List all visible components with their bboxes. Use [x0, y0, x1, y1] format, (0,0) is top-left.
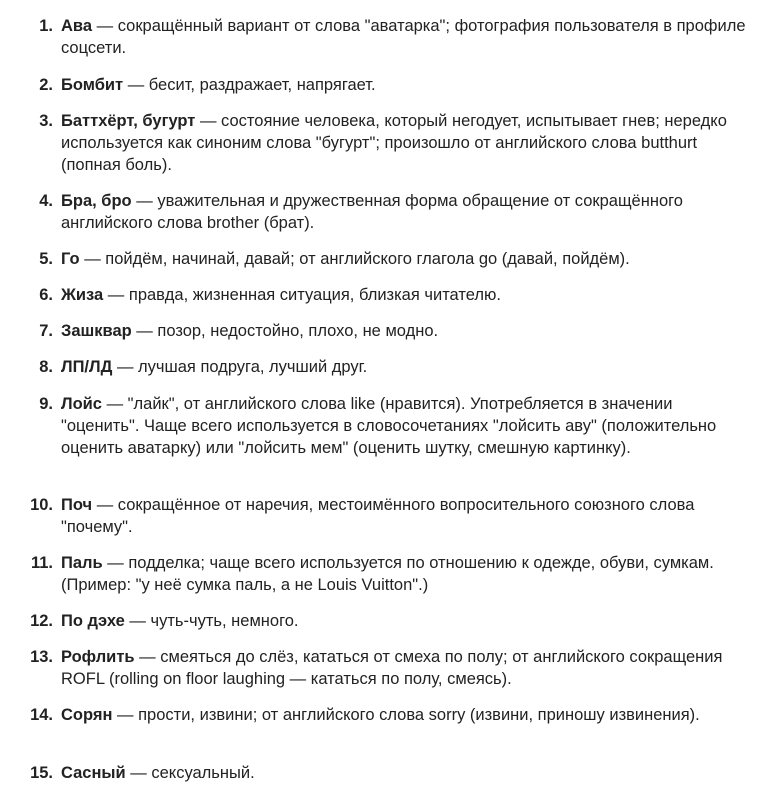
entry-term: Сасный: [61, 764, 131, 782]
entry-body: Зашквар — позор, недостойно, плохо, не модно.: [61, 322, 439, 340]
entry-term: Паль: [61, 554, 103, 572]
entry-number: 12.: [30, 612, 53, 630]
entry-term: Жиза: [61, 286, 104, 304]
entry-definition: сексуальный.: [151, 764, 255, 782]
entry-number: 1.: [39, 17, 53, 35]
entry-term: Лойс: [61, 395, 102, 413]
entry-definition: состояние человека, который негодует, испытывает гнев; нередко используется как синоним слова "бугурт"; произошло от английского слова butthurt (попная боль).: [61, 112, 727, 174]
entry-number: 5.: [39, 250, 53, 268]
entry-body: Бомбит — бесит, раздражает, напрягает.: [61, 76, 376, 94]
entry-number: 6.: [39, 286, 53, 304]
entry-body: Ава — сокращённый вариант от слова "аватарка"; фотография пользователя в профиле соцсети.: [61, 17, 746, 57]
entry-term: Бра, бро: [61, 192, 132, 210]
entry-definition: прости, извини; от английского слова sorry (извини, приношу извинения).: [138, 706, 700, 724]
entry-body: Сасный — сексуальный.: [61, 764, 255, 782]
entry-number: 3.: [39, 112, 53, 130]
entry-number: 7.: [39, 322, 53, 340]
entry-definition: позор, недостойно, плохо, не модно.: [157, 322, 439, 340]
entry-term: Зашквар: [61, 322, 132, 340]
entry-body: Баттхёрт, бугурт — состояние человека, который негодует, испытывает гнев; нередко используется как синоним слова "бугурт"; произошло от английского слова butthurt (попная боль).: [61, 112, 727, 174]
entry-body: По дэхе — чуть-чуть, немного.: [61, 612, 299, 630]
entry-term: Го: [61, 250, 80, 268]
entry-number: 10.: [30, 496, 53, 514]
entry-body: Бра, бро — уважительная и дружественная форма обращение от сокращённого английского слова brother (брат).: [61, 192, 683, 232]
entry-body: Поч — сокращённое от наречия, местоимённого вопросительного союзного слова "почему".: [61, 496, 695, 536]
entry-definition: смеяться до слёз, кататься от смеха по полу; от английского сокращения ROFL (rolling on floor laughing — кататься по полу, смеясь).: [61, 648, 723, 688]
entry-definition: бесит, раздражает, напрягает.: [148, 76, 376, 94]
entry-number: 13.: [30, 648, 53, 666]
entry-body: Жиза — правда, жизненная ситуация, близкая читателю.: [61, 286, 501, 304]
entry-number: 14.: [30, 706, 53, 724]
entry-body: Рофлить — смеяться до слёз, кататься от смеха по полу; от английского сокращения ROFL (rolling on floor laughing — кататься по полу, смеясь).: [61, 648, 723, 688]
entry-body: Лойс — "лайк", от английского слова like (нравится). Употребляется в значении "оценить". Чаще всего используется в словосочетаниях "лойсить аву" (положительно оценить аватарку) или "лойсить мем" (оценить шутку, смешную картинку).: [61, 395, 717, 457]
entry-number: 4.: [39, 192, 53, 210]
entry-term: Сорян: [61, 706, 113, 724]
entry-number: 15.: [30, 764, 53, 782]
entry-number: 11.: [30, 554, 53, 572]
entry-body: Сорян — прости, извини; от английского слова sorry (извини, приношу извинения).: [61, 706, 700, 724]
entry-body: Паль — подделка; чаще всего используется по отношению к одежде, обуви, сумкам. (Пример: "у неё сумка паль, а не Louis Vuitton".): [61, 554, 714, 594]
entry-term: Бомбит: [61, 76, 124, 94]
entry-definition: сокращённое от наречия, местоимённого вопросительного союзного слова "почему".: [61, 496, 695, 536]
entry-number: 9.: [39, 395, 53, 413]
entry-definition: "лайк", от английского слова like (нравится). Употребляется в значении "оценить". Чаще всего используется в словосочетаниях "лойсить аву" (положительно оценить аватарку) или "лойсить мем" (оценить шутку, смешную картинку).: [61, 395, 717, 457]
entry-term: Рофлить: [61, 648, 140, 666]
entry-definition: чуть-чуть, немного.: [150, 612, 299, 630]
entry-term: Ава: [61, 17, 93, 35]
entry-number: 2.: [39, 76, 53, 94]
entry-definition: лучшая подруга, лучший друг.: [138, 358, 368, 376]
entry-body: ЛП/ЛД — лучшая подруга, лучший друг.: [61, 358, 368, 376]
entry-term: Баттхёрт, бугурт: [61, 112, 196, 130]
entry-definition: уважительная и дружественная форма обращение от сокращённого английского слова brother (брат).: [61, 192, 683, 232]
entry-definition: пойдём, начинай, давай; от английского глагола go (давай, пойдём).: [105, 250, 630, 268]
entry-term: ЛП/ЛД: [61, 358, 113, 376]
entry-term: По дэхе: [61, 612, 125, 630]
entry-definition: правда, жизненная ситуация, близкая читателю.: [128, 286, 501, 304]
entry-term: Поч: [61, 496, 93, 514]
entry-definition: сокращённый вариант от слова "аватарка"; фотография пользователя в профиле соцсети.: [61, 17, 746, 57]
entry-number: 8.: [39, 358, 53, 376]
entry-definition: подделка; чаще всего используется по отношению к одежде, обуви, сумкам. (Пример: "у неё сумка паль, а не Louis Vuitton".): [61, 554, 714, 594]
entry-body: Го — пойдём, начинай, давай; от английского глагола go (давай, пойдём).: [61, 250, 630, 268]
